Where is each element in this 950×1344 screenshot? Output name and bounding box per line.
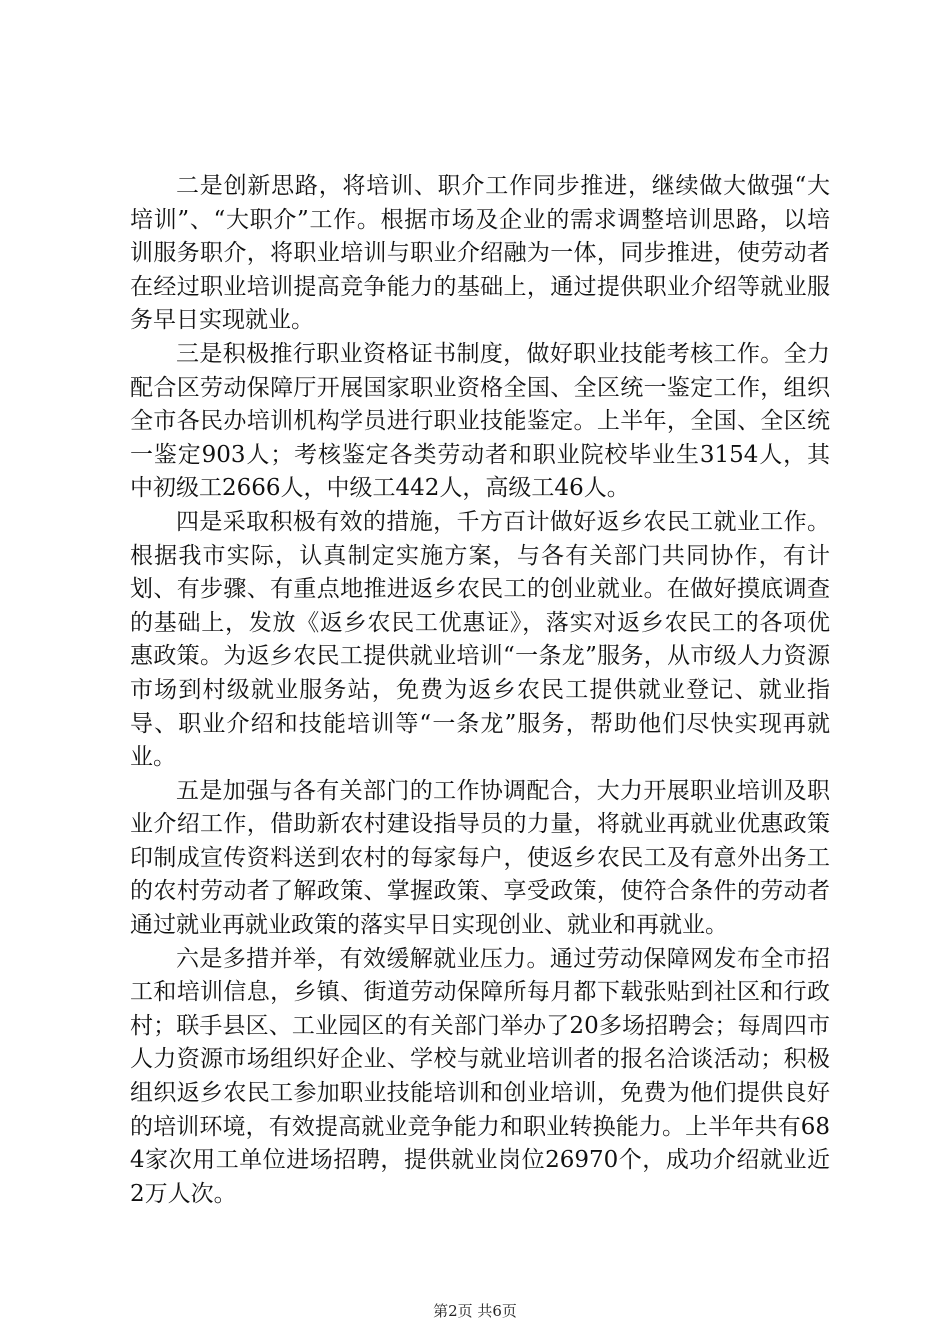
paragraph-2: 二是创新思路，将培训、职介工作同步推进，继续做大做强“大培训”、“大职介”工作。根据市场及企业的需求调整培训思路，以培训服务职介，将职业培训与职业介绍融为一体，同步推进，使劳动者在经过职业培训提高竞争能力的基础上，通过提供职业介绍等就业服务早日实现就业。 (130, 173, 830, 334)
paragraph-5: 五是加强与各有关部门的工作协调配合，大力开展职业培训及职业介绍工作，借助新农村建设指导员的力量，将就业再就业优惠政策印制成宣传资料送到农村的每家每户，使返乡农民工及有意外出务工的农村劳动者了解政策、掌握政策、享受政策，使符合条件的劳动者通过就业再就业政策的落实早日实现创业、就业和再就业。 (130, 777, 830, 939)
paragraph-6: 六是多措并举，有效缓解就业压力。通过劳动保障网发布全市招工和培训信息，乡镇、街道劳动保障所每月都下载张贴到社区和行政村；联手县区、工业园区的有关部门举办了20多场招聘会；每周四市人力资源市场组织好企业、学校与就业培训者的报名洽谈活动；积极组织返乡农民工参加职业技能培训和创业培训，免费为他们提供良好的培训环境，有效提高就业竞争能力和职业转换能力。上半年共有684家次用工单位进场招聘，提供就业岗位26970个，成功介绍就业近2万人次。 (130, 945, 830, 1207)
paragraph-3: 三是积极推行职业资格证书制度，做好职业技能考核工作。全力配合区劳动保障厅开展国家职业资格全国、全区统一鉴定工作，组织全市各民办培训机构学员进行职业技能鉴定。上半年，全国、全区统一鉴定903人；考核鉴定各类劳动者和职业院校毕业生3154人，其中初级工2666人，中级工442人，高级工46人。 (130, 340, 830, 502)
paragraph-4: 四是采取积极有效的措施，千方百计做好返乡农民工就业工作。根据我市实际，认真制定实施方案，与各有关部门共同协作，有计划、有步骤、有重点地推进返乡农民工的创业就业。在做好摸底调查的基础上，发放《返乡农民工优惠证》，落实对返乡农民工的各项优惠政策。为返乡农民工提供就业培训“一条龙”服务，从市级人力资源市场到村级就业服务站，免费为返乡农民工提供就业登记、就业指导、职业介绍和技能培训等“一条龙”服务，帮助他们尽快实现再就业。 (130, 508, 830, 771)
page-number-footer: 第2页 共6页 (433, 1302, 517, 1320)
document-body (130, 170, 830, 1211)
